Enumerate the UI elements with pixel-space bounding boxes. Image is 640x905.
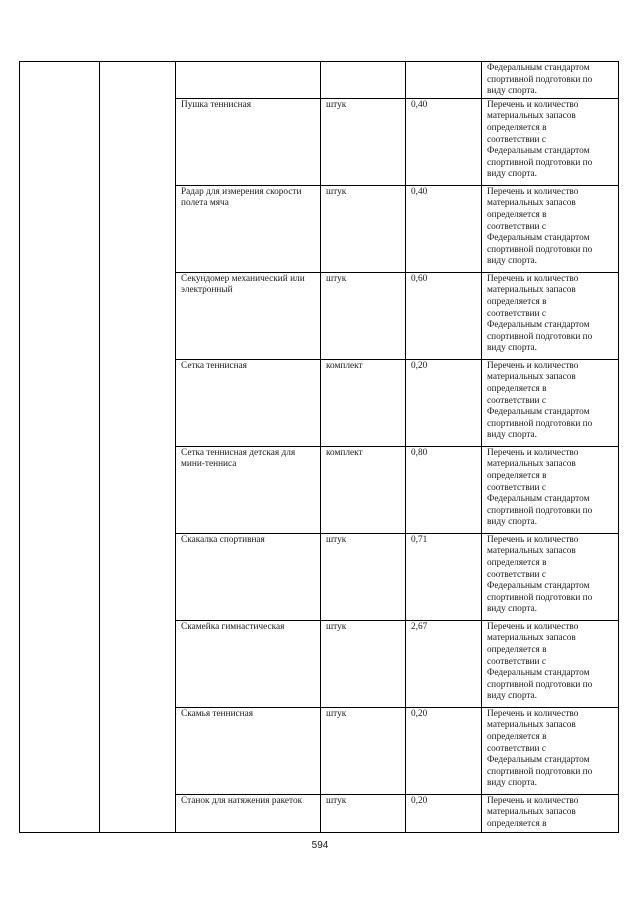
note-cell: Перечень и количество материальных запасов определяется в соответствии с Федеральным стандартом спортивной подготовки по виду спорта. bbox=[482, 185, 619, 272]
amount-cell: 0,80 bbox=[406, 446, 482, 533]
amount-cell: 0,20 bbox=[406, 707, 482, 794]
amount-cell bbox=[406, 62, 482, 99]
amount-cell: 0,60 bbox=[406, 272, 482, 359]
item-name-cell: Секундомер механический или электронный bbox=[176, 272, 321, 359]
item-name-cell: Сетка теннисная детская для мини-тенниса bbox=[176, 446, 321, 533]
unit-cell: штук bbox=[321, 98, 406, 185]
merged-cell-col2 bbox=[100, 62, 176, 833]
item-name-cell: Радар для измерения скорости полета мяча bbox=[176, 185, 321, 272]
amount-cell: 0,20 bbox=[406, 359, 482, 446]
note-cell: Перечень и количество материальных запасов определяется в соответствии с Федеральным стандартом спортивной подготовки по виду спорта. bbox=[482, 707, 619, 794]
page-number: 594 bbox=[311, 840, 329, 851]
amount-cell: 0,40 bbox=[406, 98, 482, 185]
note-cell: Перечень и количество материальных запасов определяется в соответствии с Федеральным стандартом спортивной подготовки по виду спорта. bbox=[482, 533, 619, 620]
table-row-0 bbox=[20, 62, 619, 99]
item-name-cell: Сетка теннисная bbox=[176, 359, 321, 446]
note-cell: Перечень и количество материальных запасов определяется в соответствии с Федеральным стандартом спортивной подготовки по виду спорта. bbox=[482, 446, 619, 533]
equipment-table bbox=[19, 61, 619, 833]
item-name-cell: Станок для натяжения ракеток bbox=[176, 794, 321, 832]
item-name-cell bbox=[176, 62, 321, 99]
amount-cell: 0,20 bbox=[406, 794, 482, 832]
note-cell: Перечень и количество материальных запасов определяется в соответствии с Федеральным стандартом спортивной подготовки по виду спорта. bbox=[482, 359, 619, 446]
amount-cell: 0,71 bbox=[406, 533, 482, 620]
unit-cell: штук bbox=[321, 620, 406, 707]
item-name-cell: Пушка теннисная bbox=[176, 98, 321, 185]
unit-cell: штук bbox=[321, 533, 406, 620]
table-body bbox=[20, 62, 619, 833]
unit-cell: штук bbox=[321, 272, 406, 359]
item-name-cell: Скакалка спортивная bbox=[176, 533, 321, 620]
note-cell: Перечень и количество материальных запасов определяется в bbox=[482, 794, 619, 832]
unit-cell: комплект bbox=[321, 446, 406, 533]
unit-cell: штук bbox=[321, 185, 406, 272]
note-cell: Перечень и количество материальных запасов определяется в соответствии с Федеральным стандартом спортивной подготовки по виду спорта. bbox=[482, 272, 619, 359]
amount-cell: 2,67 bbox=[406, 620, 482, 707]
unit-cell: комплект bbox=[321, 359, 406, 446]
note-cell: Федеральным стандартом спортивной подготовки по виду спорта. bbox=[482, 62, 619, 99]
merged-cell-col1 bbox=[20, 62, 100, 833]
item-name-cell: Скамейка гимнастическая bbox=[176, 620, 321, 707]
unit-cell bbox=[321, 62, 406, 99]
note-cell: Перечень и количество материальных запасов определяется в соответствии с Федеральным стандартом спортивной подготовки по виду спорта. bbox=[482, 98, 619, 185]
item-name-cell: Скамья теннисная bbox=[176, 707, 321, 794]
unit-cell: штук bbox=[321, 707, 406, 794]
note-cell: Перечень и количество материальных запасов определяется в соответствии с Федеральным стандартом спортивной подготовки по виду спорта. bbox=[482, 620, 619, 707]
unit-cell: штук bbox=[321, 794, 406, 832]
amount-cell: 0,40 bbox=[406, 185, 482, 272]
